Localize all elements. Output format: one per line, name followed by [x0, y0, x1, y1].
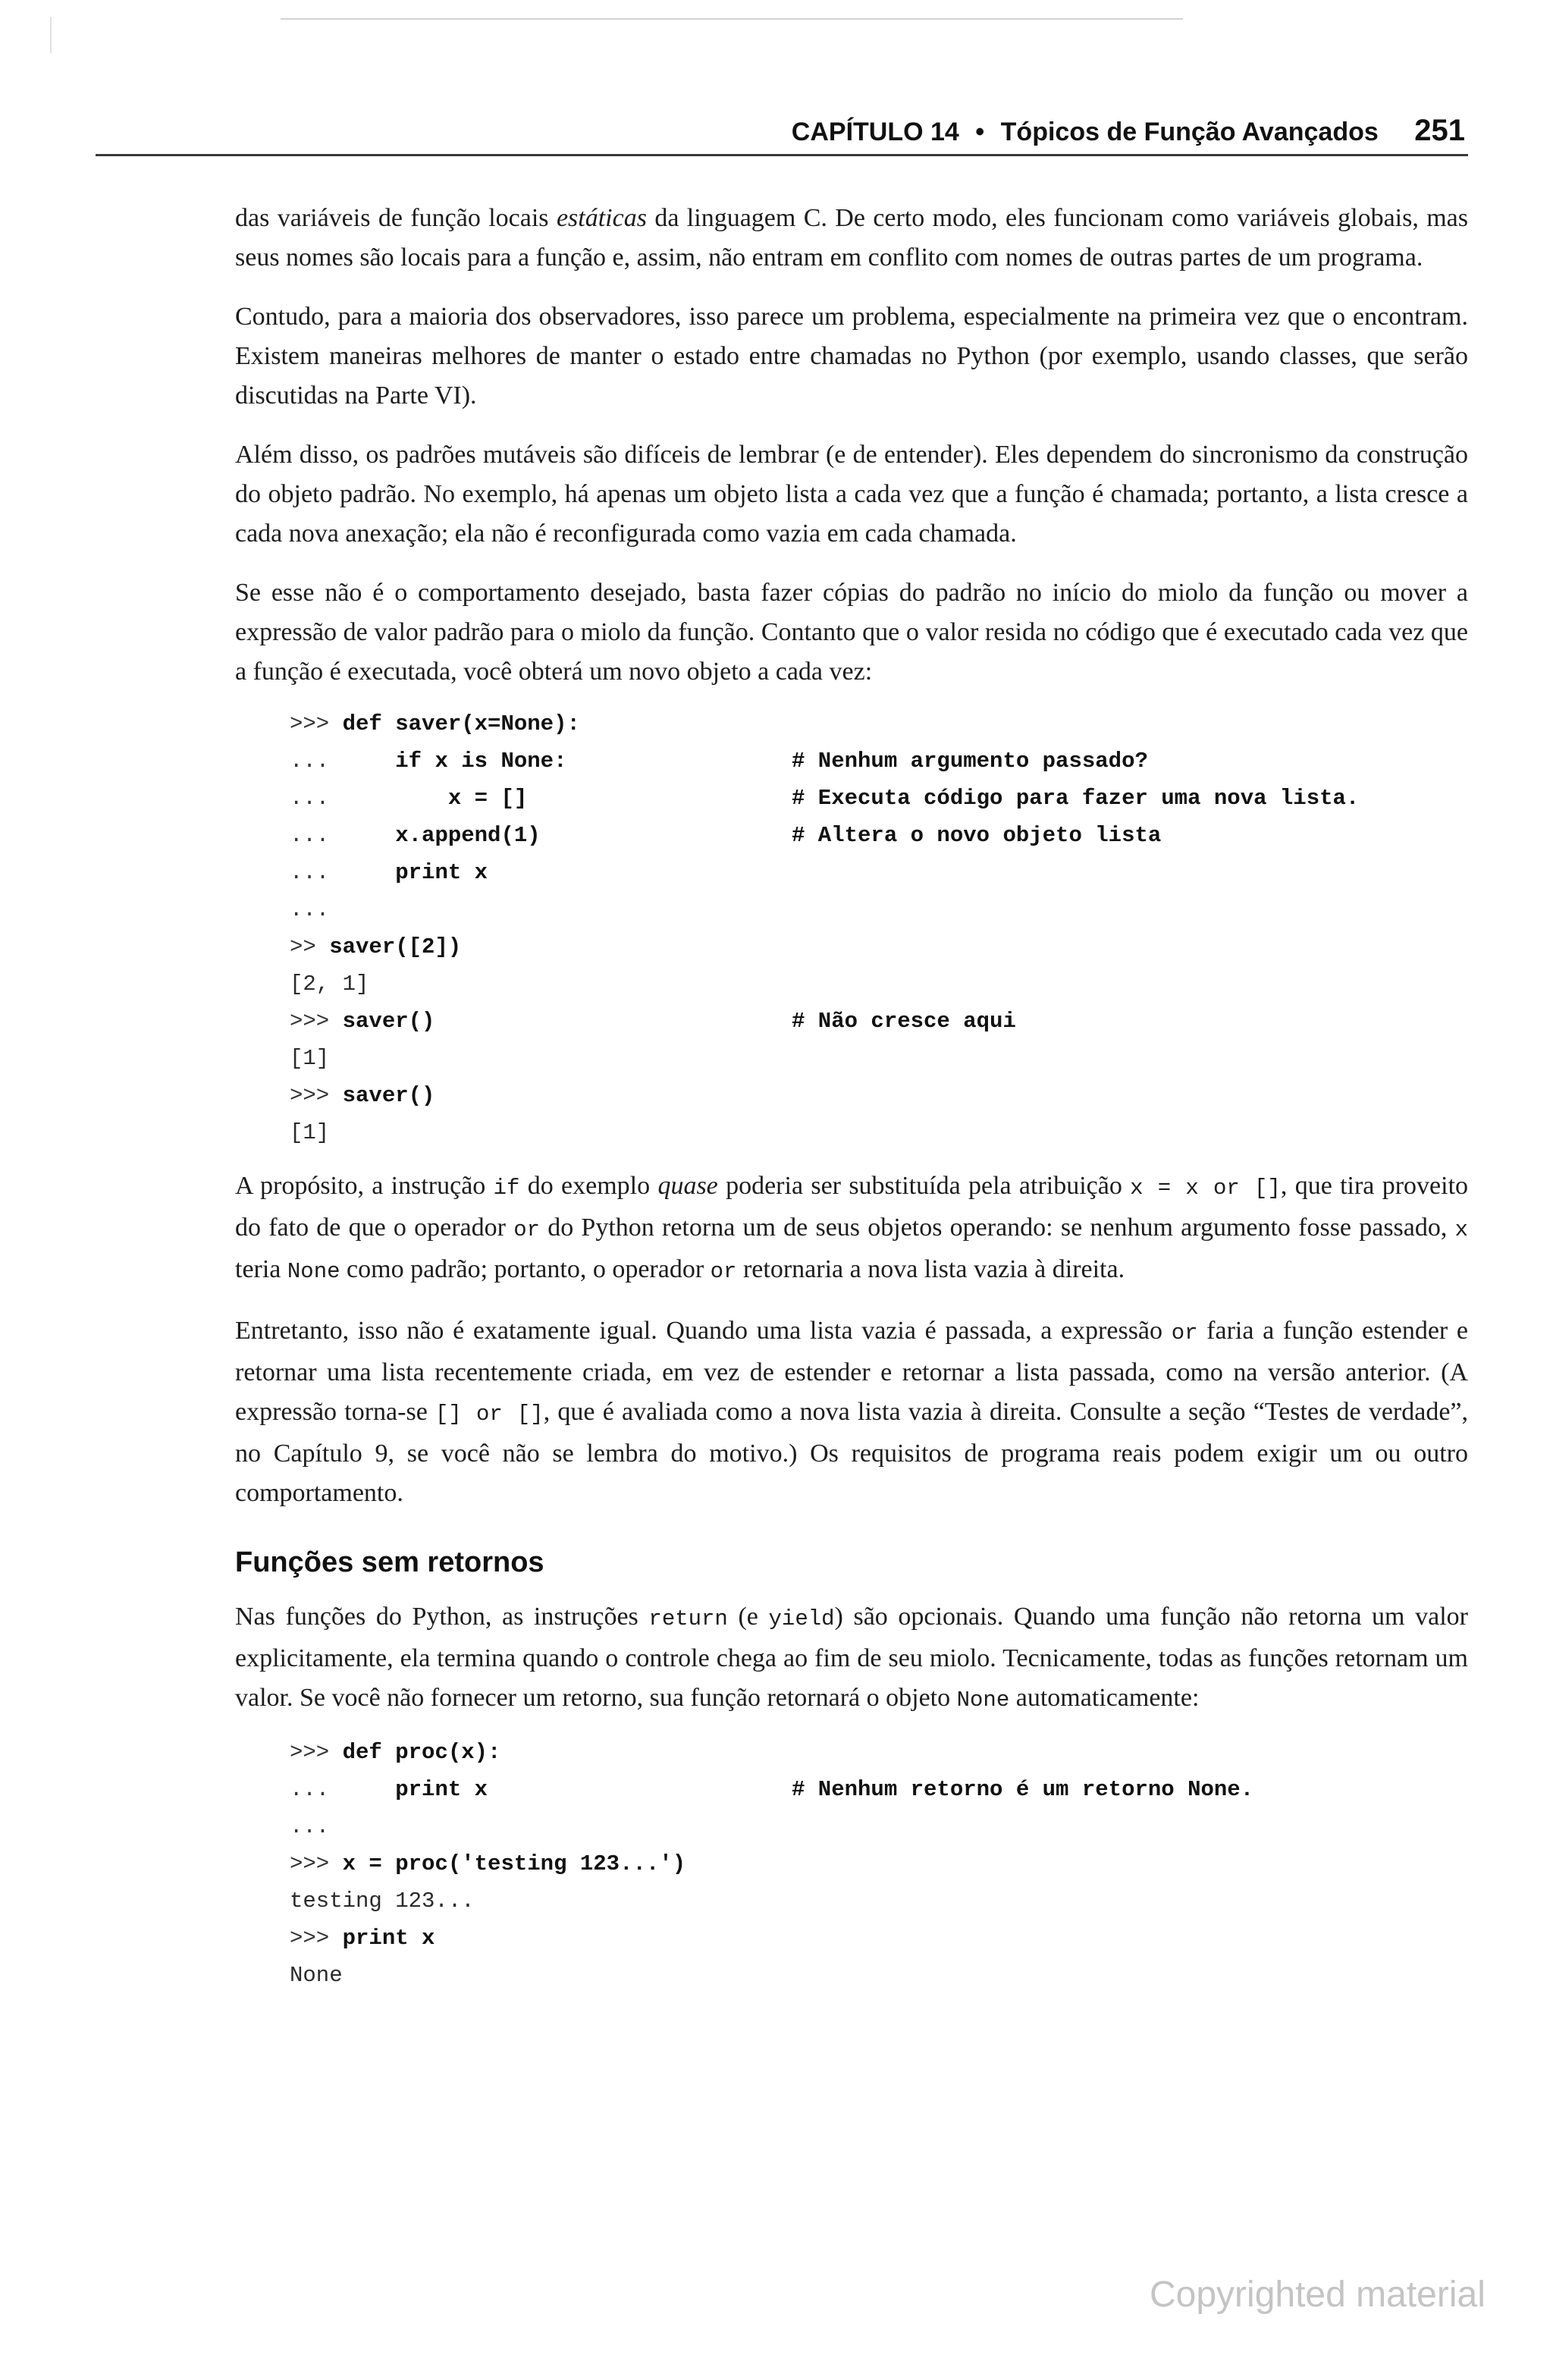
code-prompt: >>>	[290, 1009, 343, 1034]
inline-code: or	[1171, 1320, 1198, 1345]
code-line	[290, 1920, 1468, 1957]
paragraph-5: A propósito, a instrução if do exemplo quase poderia ser substituída pela atribuição x = x or [], que tira proveito do fato de que o operador or do Python retorna um de seus objetos operando: se nenhum argumento fosse passado, x teria None como padrão; portanto, o operador or retornaria a nova lista vazia à direita.	[235, 1172, 1469, 1284]
code-line	[290, 1003, 1468, 1040]
paragraph-7: Nas funções do Python, as instruções return (e yield) são opcionais. Quando uma função não retorna um valor explicitamente, ela termina quando o controle chega ao fim de seu miolo. Tecnicamente, todas as funções retornam um valor. Se você não fornecer um retorno, sua função retornará o objeto None automaticamente:	[235, 1603, 1468, 1713]
inline-code: if	[493, 1176, 520, 1201]
paragraph-6: Entretanto, isso não é exatamente igual. Quando uma lista vazia é passada, a expressão or faria a função estender e retornar uma lista recentemente criada, em vez de estender e retornar a lista passada, como na versão anterior. (A expressão torna-se [] or [], que é avaliada como a nova lista vazia à direita. Consulte a seção “Testes de verdade”, no Capítulo 9, se você não se lembra do motivo.) Os requisitos de programa reais podem exigir um ou outro comportamento.	[235, 1317, 1469, 1507]
header-bullet: •	[975, 118, 985, 146]
running-header	[0, 114, 1465, 148]
header-rule	[96, 154, 1468, 156]
code-comment: # Executa código para fazer uma nova lista.	[792, 786, 1360, 811]
code-line	[290, 1734, 1468, 1771]
chapter-label: CAPÍTULO 14	[791, 118, 959, 146]
emphasis-quase: quase	[657, 1172, 718, 1200]
code-line	[290, 891, 1468, 928]
code-prompt: ...	[290, 860, 396, 885]
code-comment: # Não cresce aqui	[792, 1009, 1016, 1034]
page-body	[235, 199, 1468, 2009]
code-prompt: ...	[290, 786, 448, 811]
code-prompt: >>>	[290, 1926, 343, 1951]
inline-code: x = x or []	[1130, 1176, 1281, 1201]
code-prompt: ...	[290, 1814, 330, 1839]
code-comment: # Nenhum retorno é um retorno None.	[792, 1777, 1254, 1802]
top-scan-line	[281, 18, 1183, 20]
code-output: [1]	[290, 1120, 330, 1145]
code-statement: saver()	[342, 1009, 435, 1034]
paragraph-2: Contudo, para a maioria dos observadores, isso parece um problema, especialmente na primeira vez que o encontram. Existem maneiras melhores de manter o estado entre chamadas no Python (por exemplo, usando classes, que serão discutidas na Parte VI).	[235, 303, 1468, 410]
code-line	[290, 1040, 1468, 1077]
code-line	[290, 743, 1468, 780]
code-prompt: >>	[290, 934, 330, 959]
code-prompt: ...	[290, 897, 330, 922]
paragraph-3: Além disso, os padrões mutáveis são difíceis de lembrar (e de entender). Eles dependem do sincronismo da construção do objeto padrão. No exemplo, há apenas um objeto lista a cada vez que a função é chamada; portanto, a lista cresce a cada nova anexação; ela não é reconfigurada como vazia em cada chamada.	[235, 441, 1468, 548]
inline-code: None	[956, 1688, 1010, 1713]
code-output: [2, 1]	[290, 972, 369, 997]
paragraph-4: Se esse não é o comportamento desejado, basta fazer cópias do padrão no início do miolo da função ou mover a expressão de valor padrão para o miolo da função. Contanto que o valor resida no código que é executado cada vez que a função é executada, você obterá um novo objeto a cada vez:	[235, 579, 1468, 686]
code-statement: print x	[342, 1926, 435, 1951]
emphasis-estaticas: estáticas	[556, 204, 647, 232]
code-output: None	[290, 1963, 343, 1988]
inline-code: [] or []	[435, 1402, 544, 1427]
chapter-title: Tópicos de Função Avançados	[1000, 118, 1379, 146]
code-line	[290, 1957, 1468, 1994]
code-block-saver	[290, 705, 1468, 1151]
code-statement: def saver(x=None):	[342, 711, 580, 736]
code-line	[290, 1771, 1468, 1808]
code-line	[290, 1882, 1468, 1920]
code-line	[290, 1845, 1468, 1882]
code-line	[290, 928, 1468, 966]
code-output: testing 123...	[290, 1889, 475, 1914]
page-number: 251	[1414, 114, 1465, 147]
code-line	[290, 1114, 1468, 1151]
code-statement: print x	[395, 1777, 488, 1802]
code-prompt: ...	[290, 1777, 396, 1802]
inline-code: yield	[768, 1606, 835, 1631]
code-prompt: ...	[290, 823, 396, 848]
code-prompt: ...	[290, 749, 396, 774]
inline-code: x	[1454, 1217, 1469, 1242]
code-prompt: >>>	[290, 1851, 343, 1876]
paragraph-1: das variáveis de função locais estáticas da linguagem C. De certo modo, eles funcionam como variáveis globais, mas seus nomes são locais para a função e, assim, não entram em conflito com nomes de outras partes de um programa.	[235, 204, 1469, 272]
code-statement: print x	[395, 860, 488, 885]
code-line	[290, 817, 1468, 854]
code-line	[290, 705, 1468, 743]
section-heading: Funções sem retornos	[235, 1546, 544, 1578]
inline-code: None	[287, 1259, 340, 1284]
code-statement: if x is None:	[395, 749, 567, 774]
copyright-watermark: Copyrighted material	[1150, 2275, 1486, 2315]
code-statement: def proc(x):	[342, 1740, 501, 1765]
code-prompt: >>>	[290, 711, 343, 736]
code-statement: x = []	[447, 786, 528, 811]
code-comment: # Nenhum argumento passado?	[792, 749, 1148, 774]
code-comment: # Altera o novo objeto lista	[792, 823, 1162, 848]
inline-code: or	[513, 1217, 540, 1242]
code-prompt: >>>	[290, 1740, 343, 1765]
left-scan-mark	[50, 17, 52, 53]
code-line	[290, 780, 1468, 817]
code-line	[290, 854, 1468, 891]
code-statement: x = proc('testing 123...')	[342, 1851, 686, 1876]
inline-code: return	[648, 1606, 728, 1631]
code-statement: x.append(1)	[395, 823, 541, 848]
code-prompt: >>>	[290, 1083, 343, 1108]
code-line	[290, 1808, 1468, 1845]
code-statement: saver()	[342, 1083, 435, 1108]
code-statement: saver([2])	[329, 934, 462, 959]
code-line	[290, 966, 1468, 1003]
code-block-proc	[290, 1734, 1468, 1994]
code-output: [1]	[290, 1046, 330, 1071]
code-line	[290, 1077, 1468, 1114]
inline-code: or	[710, 1259, 737, 1284]
